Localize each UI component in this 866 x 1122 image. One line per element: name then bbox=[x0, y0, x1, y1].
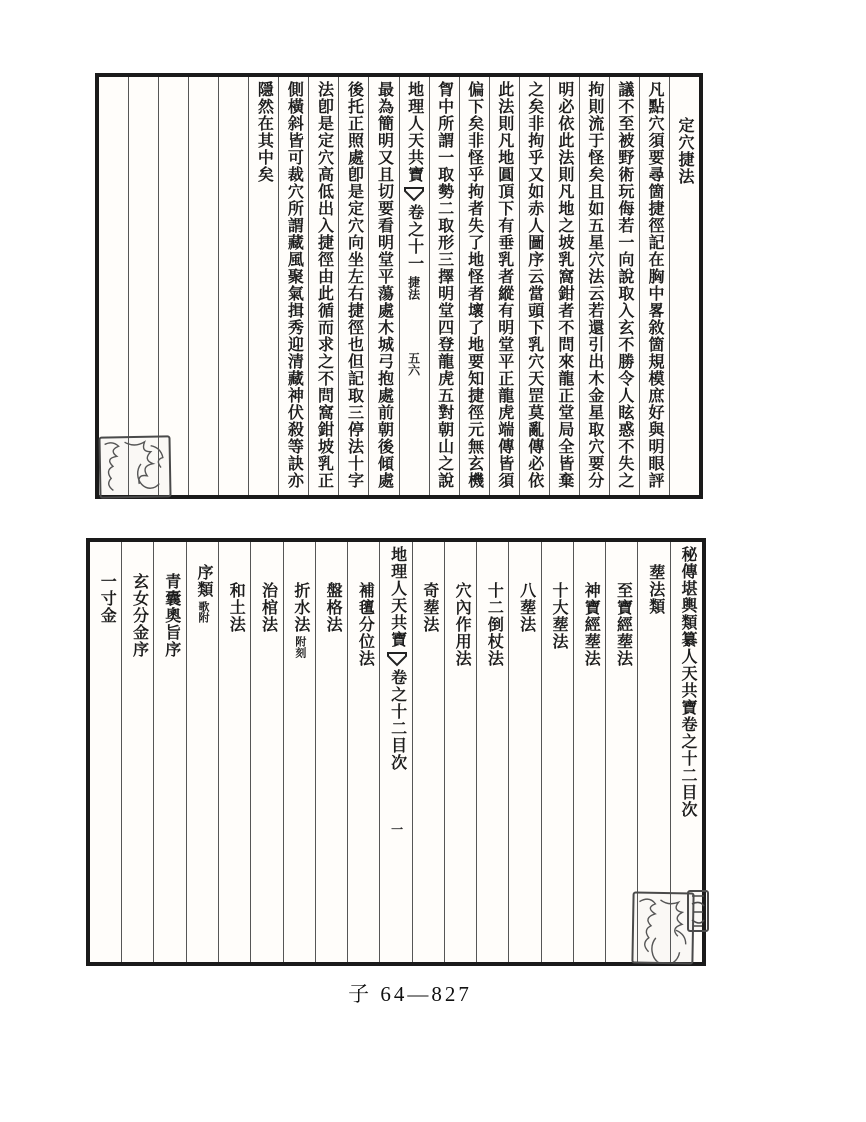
text-column bbox=[541, 542, 573, 962]
top-page-frame bbox=[95, 73, 703, 499]
book-title: 地理人天共寶 bbox=[388, 546, 406, 648]
column-text: 秘傳堪輿類纂人天共寶卷之十二目次 bbox=[679, 546, 696, 818]
seal-stamp bbox=[631, 891, 694, 964]
column-text: 十大塟法 bbox=[549, 582, 567, 650]
text-column bbox=[153, 542, 185, 962]
text-column bbox=[639, 77, 669, 495]
text-column bbox=[579, 77, 609, 495]
empty-column bbox=[99, 77, 128, 495]
column-text: 神寶經塟法 bbox=[582, 582, 600, 667]
column-text: 塟法類 bbox=[646, 564, 664, 615]
column-text: 此法則凡地圓頂下有垂乳者縱有明堂平正龍虎端傳皆須 bbox=[495, 81, 513, 489]
column-text: 治棺法 bbox=[259, 582, 277, 633]
column-text: 偏下矣非怪乎拘者失了地怪者壞了地要知捷徑元無玄機 bbox=[465, 81, 483, 489]
column-text: 和土法 bbox=[227, 582, 245, 633]
empty-column bbox=[128, 77, 158, 495]
chapter-title-column bbox=[669, 77, 699, 495]
text-column bbox=[248, 77, 278, 495]
text-column bbox=[489, 77, 519, 495]
text-column bbox=[444, 542, 476, 962]
column-text: 之矣非拘乎又如赤人圖序云當頭下乳穴天罡莫亂傳必依 bbox=[525, 81, 543, 489]
text-column bbox=[459, 77, 489, 495]
column-text: 補氊分位法 bbox=[356, 582, 374, 667]
small-annotation: 歌附 bbox=[197, 601, 210, 623]
volume-label: 卷之十一 bbox=[405, 204, 423, 272]
small-annotation: 附刻 bbox=[293, 636, 306, 658]
column-text: 胷中所謂一取勢二取形三擇明堂四登龍虎五對朝山之說 bbox=[435, 81, 453, 489]
text-column bbox=[429, 77, 459, 495]
folio-number: 五六 bbox=[406, 352, 421, 376]
text-column bbox=[218, 542, 250, 962]
plate-number-caption: 子 64—827 bbox=[348, 982, 472, 1006]
text-column bbox=[573, 542, 605, 962]
banxin-center-column bbox=[379, 542, 411, 962]
seal-stamp bbox=[687, 890, 709, 932]
fishtail-icon bbox=[404, 187, 424, 202]
column-text: 明必依此法則凡地之坡乳窩鉗者不問來龍正堂局全皆棄 bbox=[555, 81, 573, 489]
column-text: 序類 bbox=[195, 564, 213, 598]
empty-column bbox=[158, 77, 188, 495]
text-column bbox=[315, 542, 347, 962]
column-text: 後托正照處卽是定穴向坐左右捷徑也但記取三停法十字 bbox=[345, 81, 363, 489]
column-text: 隱然在其中矣 bbox=[255, 81, 273, 183]
column-text: 至寶經塟法 bbox=[614, 582, 632, 667]
column-text: 十二倒杖法 bbox=[485, 582, 503, 667]
column-text: 凡點穴須要尋箇捷徑記在胸中畧敘箇規模庶好與明眼評 bbox=[645, 81, 663, 489]
column-text: 定穴捷法 bbox=[676, 117, 693, 185]
text-column bbox=[283, 542, 315, 962]
volume-label: 卷之十二目次 bbox=[388, 669, 406, 771]
text-column bbox=[476, 542, 508, 962]
seal-stamp bbox=[98, 435, 171, 498]
empty-column bbox=[188, 77, 218, 495]
book-title: 地理人天共寶 bbox=[405, 81, 423, 183]
column-text: 折水法 bbox=[291, 582, 309, 633]
column-text: 玄女分金序 bbox=[130, 573, 148, 658]
folio-number: 一 bbox=[389, 823, 404, 835]
empty-column bbox=[218, 77, 248, 495]
chapter-label-small: 捷法 bbox=[406, 276, 421, 300]
column-text: 最為簡明又且切要看明堂平蕩處木城弓抱處前朝後傾處 bbox=[375, 81, 393, 489]
column-text: 拘則流于怪矣且如五星穴法云若還引出木金星取穴要分 bbox=[585, 81, 603, 489]
column-text: 一寸金 bbox=[98, 573, 116, 624]
text-column bbox=[90, 542, 121, 962]
text-column bbox=[278, 77, 308, 495]
fishtail-icon bbox=[387, 652, 407, 667]
column-text: 奇塟法 bbox=[420, 582, 438, 633]
column-text: 八塟法 bbox=[517, 582, 535, 633]
banxin-center-column bbox=[399, 77, 429, 495]
column-text: 側橫斜皆可裁穴所謂藏風聚氣揖秀迎清藏神伏殺等訣亦 bbox=[285, 81, 303, 489]
text-column bbox=[549, 77, 579, 495]
text-column bbox=[338, 77, 368, 495]
text-column bbox=[412, 542, 444, 962]
text-column bbox=[368, 77, 398, 495]
text-column bbox=[308, 77, 338, 495]
text-column bbox=[250, 542, 282, 962]
text-column bbox=[519, 77, 549, 495]
column-text: 青囊奧旨序 bbox=[162, 573, 180, 658]
text-column bbox=[121, 542, 153, 962]
column-text: 法卽是定穴高低出入捷徑由此循而求之不問窩鉗坡乳正 bbox=[315, 81, 333, 489]
text-column bbox=[347, 542, 379, 962]
bottom-page-frame bbox=[86, 538, 706, 966]
column-text: 盤格法 bbox=[324, 582, 342, 633]
column-text: 穴內作用法 bbox=[453, 582, 471, 667]
column-text: 議不至被野術玩侮若一向說取入玄不勝令人眩惑不失之 bbox=[615, 81, 633, 489]
text-column bbox=[508, 542, 540, 962]
text-column bbox=[609, 77, 639, 495]
category-column bbox=[186, 542, 218, 962]
